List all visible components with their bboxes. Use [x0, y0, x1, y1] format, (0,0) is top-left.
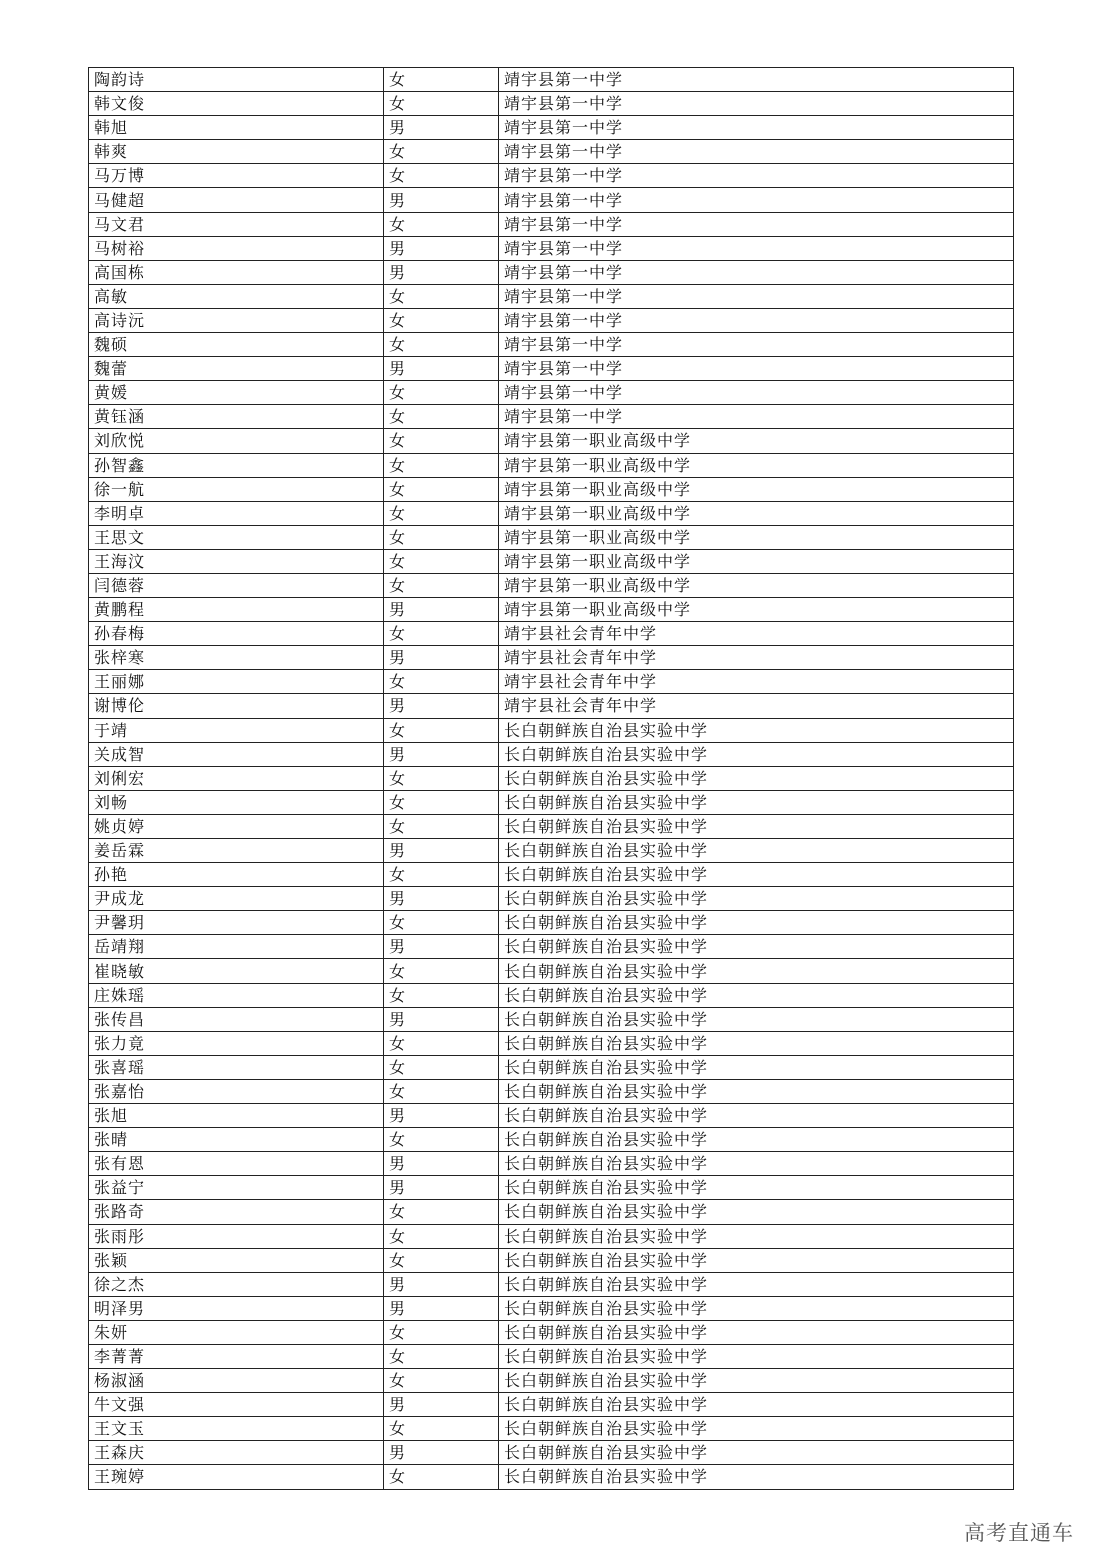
- name-cell: 高国栋: [89, 260, 384, 284]
- table-row: [89, 284, 1014, 308]
- school-cell: 靖宇县第一职业高级中学: [499, 429, 1014, 453]
- school-cell: 长白朝鲜族自治县实验中学: [499, 718, 1014, 742]
- name-cell: 张力竟: [89, 1031, 384, 1055]
- gender-cell: 男: [384, 742, 499, 766]
- table-row: [89, 718, 1014, 742]
- table-row: [89, 983, 1014, 1007]
- gender-cell: 女: [384, 1128, 499, 1152]
- gender-cell: 女: [384, 549, 499, 573]
- gender-cell: 女: [384, 453, 499, 477]
- gender-cell: 女: [384, 501, 499, 525]
- name-cell: 魏蕾: [89, 357, 384, 381]
- table-row: [89, 381, 1014, 405]
- gender-cell: 男: [384, 1176, 499, 1200]
- name-cell: 张有恩: [89, 1152, 384, 1176]
- table-row: [89, 1176, 1014, 1200]
- school-cell: 长白朝鲜族自治县实验中学: [499, 1296, 1014, 1320]
- table-row: [89, 164, 1014, 188]
- table-row: [89, 1369, 1014, 1393]
- name-cell: 孙智鑫: [89, 453, 384, 477]
- table-row: [89, 670, 1014, 694]
- table-row: [89, 1224, 1014, 1248]
- table-row: [89, 116, 1014, 140]
- name-cell: 马健超: [89, 188, 384, 212]
- school-cell: 长白朝鲜族自治县实验中学: [499, 742, 1014, 766]
- gender-cell: 女: [384, 1417, 499, 1441]
- name-cell: 刘欣悦: [89, 429, 384, 453]
- name-cell: 马文君: [89, 212, 384, 236]
- name-cell: 王文玉: [89, 1417, 384, 1441]
- school-cell: 长白朝鲜族自治县实验中学: [499, 1104, 1014, 1128]
- name-cell: 王琬婷: [89, 1465, 384, 1489]
- gender-cell: 男: [384, 188, 499, 212]
- name-cell: 张雨彤: [89, 1224, 384, 1248]
- name-cell: 王森庆: [89, 1441, 384, 1465]
- gender-cell: 女: [384, 212, 499, 236]
- gender-cell: 女: [384, 92, 499, 116]
- name-cell: 黄媛: [89, 381, 384, 405]
- name-cell: 徐一航: [89, 477, 384, 501]
- school-cell: 长白朝鲜族自治县实验中学: [499, 814, 1014, 838]
- table-row: [89, 1320, 1014, 1344]
- name-cell: 刘俐宏: [89, 766, 384, 790]
- table-row: [89, 1393, 1014, 1417]
- school-cell: 长白朝鲜族自治县实验中学: [499, 1393, 1014, 1417]
- name-cell: 孙春梅: [89, 622, 384, 646]
- name-cell: 关成智: [89, 742, 384, 766]
- gender-cell: 男: [384, 357, 499, 381]
- gender-cell: 女: [384, 308, 499, 332]
- table-row: [89, 477, 1014, 501]
- table-row: [89, 1007, 1014, 1031]
- gender-cell: 女: [384, 405, 499, 429]
- table-row: [89, 839, 1014, 863]
- gender-cell: 女: [384, 1031, 499, 1055]
- school-cell: 长白朝鲜族自治县实验中学: [499, 1344, 1014, 1368]
- name-cell: 刘畅: [89, 790, 384, 814]
- school-cell: 长白朝鲜族自治县实验中学: [499, 1031, 1014, 1055]
- school-cell: 长白朝鲜族自治县实验中学: [499, 1248, 1014, 1272]
- school-cell: 长白朝鲜族自治县实验中学: [499, 1369, 1014, 1393]
- table-row: [89, 1296, 1014, 1320]
- gender-cell: 女: [384, 1320, 499, 1344]
- name-cell: 尹馨玥: [89, 911, 384, 935]
- gender-cell: 女: [384, 68, 499, 92]
- name-cell: 张颖: [89, 1248, 384, 1272]
- table-row: [89, 68, 1014, 92]
- gender-cell: 女: [384, 911, 499, 935]
- school-cell: 靖宇县社会青年中学: [499, 694, 1014, 718]
- table-row: [89, 1465, 1014, 1489]
- school-cell: 长白朝鲜族自治县实验中学: [499, 790, 1014, 814]
- table-row: [89, 646, 1014, 670]
- school-cell: 长白朝鲜族自治县实验中学: [499, 1224, 1014, 1248]
- school-cell: 靖宇县第一中学: [499, 212, 1014, 236]
- gender-cell: 女: [384, 140, 499, 164]
- school-cell: 靖宇县第一中学: [499, 164, 1014, 188]
- student-list-body: [89, 68, 1014, 1490]
- gender-cell: 女: [384, 766, 499, 790]
- school-cell: 靖宇县第一中学: [499, 92, 1014, 116]
- name-cell: 谢博伦: [89, 694, 384, 718]
- gender-cell: 女: [384, 1055, 499, 1079]
- school-cell: 长白朝鲜族自治县实验中学: [499, 1128, 1014, 1152]
- table-row: [89, 549, 1014, 573]
- gender-cell: 女: [384, 1369, 499, 1393]
- gender-cell: 男: [384, 1296, 499, 1320]
- watermark-text: 高考直通车: [964, 1521, 1074, 1545]
- table-row: [89, 260, 1014, 284]
- table-row: [89, 790, 1014, 814]
- table-row: [89, 1272, 1014, 1296]
- name-cell: 王思文: [89, 525, 384, 549]
- school-cell: 长白朝鲜族自治县实验中学: [499, 911, 1014, 935]
- table-row: [89, 1055, 1014, 1079]
- school-cell: 靖宇县第一中学: [499, 140, 1014, 164]
- gender-cell: 女: [384, 670, 499, 694]
- school-cell: 长白朝鲜族自治县实验中学: [499, 839, 1014, 863]
- table-row: [89, 1417, 1014, 1441]
- school-cell: 靖宇县第一中学: [499, 260, 1014, 284]
- table-row: [89, 525, 1014, 549]
- table-row: [89, 1248, 1014, 1272]
- gender-cell: 女: [384, 1248, 499, 1272]
- gender-cell: 男: [384, 1007, 499, 1031]
- table-row: [89, 694, 1014, 718]
- name-cell: 高敏: [89, 284, 384, 308]
- gender-cell: 女: [384, 284, 499, 308]
- gender-cell: 男: [384, 646, 499, 670]
- school-cell: 靖宇县第一中学: [499, 68, 1014, 92]
- table-row: [89, 405, 1014, 429]
- school-cell: 靖宇县第一职业高级中学: [499, 453, 1014, 477]
- table-row: [89, 1104, 1014, 1128]
- name-cell: 朱妍: [89, 1320, 384, 1344]
- table-row: [89, 887, 1014, 911]
- table-row: [89, 1079, 1014, 1103]
- school-cell: 靖宇县第一中学: [499, 357, 1014, 381]
- table-row: [89, 212, 1014, 236]
- gender-cell: 男: [384, 260, 499, 284]
- table-row: [89, 1152, 1014, 1176]
- gender-cell: 女: [384, 959, 499, 983]
- school-cell: 靖宇县第一中学: [499, 116, 1014, 140]
- gender-cell: 女: [384, 1344, 499, 1368]
- table-row: [89, 357, 1014, 381]
- name-cell: 黄钰涵: [89, 405, 384, 429]
- name-cell: 张晴: [89, 1128, 384, 1152]
- name-cell: 庄姝瑶: [89, 983, 384, 1007]
- school-cell: 长白朝鲜族自治县实验中学: [499, 983, 1014, 1007]
- name-cell: 韩爽: [89, 140, 384, 164]
- name-cell: 尹成龙: [89, 887, 384, 911]
- gender-cell: 女: [384, 525, 499, 549]
- name-cell: 张梓寒: [89, 646, 384, 670]
- school-cell: 长白朝鲜族自治县实验中学: [499, 935, 1014, 959]
- school-cell: 长白朝鲜族自治县实验中学: [499, 1055, 1014, 1079]
- name-cell: 姚贞婷: [89, 814, 384, 838]
- school-cell: 长白朝鲜族自治县实验中学: [499, 1079, 1014, 1103]
- name-cell: 张旭: [89, 1104, 384, 1128]
- gender-cell: 男: [384, 1441, 499, 1465]
- name-cell: 李菁菁: [89, 1344, 384, 1368]
- table-row: [89, 1031, 1014, 1055]
- school-cell: 长白朝鲜族自治县实验中学: [499, 766, 1014, 790]
- school-cell: 长白朝鲜族自治县实验中学: [499, 1441, 1014, 1465]
- gender-cell: 男: [384, 839, 499, 863]
- school-cell: 长白朝鲜族自治县实验中学: [499, 1417, 1014, 1441]
- school-cell: 长白朝鲜族自治县实验中学: [499, 959, 1014, 983]
- name-cell: 姜岳霖: [89, 839, 384, 863]
- gender-cell: 女: [384, 863, 499, 887]
- table-row: [89, 188, 1014, 212]
- school-cell: 靖宇县第一职业高级中学: [499, 573, 1014, 597]
- name-cell: 徐之杰: [89, 1272, 384, 1296]
- table-row: [89, 598, 1014, 622]
- name-cell: 孙艳: [89, 863, 384, 887]
- school-cell: 长白朝鲜族自治县实验中学: [499, 1007, 1014, 1031]
- school-cell: 长白朝鲜族自治县实验中学: [499, 1272, 1014, 1296]
- name-cell: 魏硕: [89, 333, 384, 357]
- name-cell: 崔晓敏: [89, 959, 384, 983]
- name-cell: 闫德蓉: [89, 573, 384, 597]
- name-cell: 杨淑涵: [89, 1369, 384, 1393]
- gender-cell: 女: [384, 429, 499, 453]
- school-cell: 靖宇县第一中学: [499, 188, 1014, 212]
- school-cell: 长白朝鲜族自治县实验中学: [499, 887, 1014, 911]
- school-cell: 靖宇县社会青年中学: [499, 622, 1014, 646]
- gender-cell: 男: [384, 1393, 499, 1417]
- name-cell: 张嘉怡: [89, 1079, 384, 1103]
- name-cell: 韩文俊: [89, 92, 384, 116]
- gender-cell: 女: [384, 1079, 499, 1103]
- gender-cell: 女: [384, 381, 499, 405]
- gender-cell: 男: [384, 694, 499, 718]
- table-row: [89, 863, 1014, 887]
- table-row: [89, 140, 1014, 164]
- name-cell: 马万博: [89, 164, 384, 188]
- gender-cell: 女: [384, 622, 499, 646]
- gender-cell: 男: [384, 598, 499, 622]
- school-cell: 靖宇县第一中学: [499, 236, 1014, 260]
- gender-cell: 女: [384, 573, 499, 597]
- name-cell: 陶韵诗: [89, 68, 384, 92]
- gender-cell: 女: [384, 477, 499, 501]
- gender-cell: 男: [384, 1104, 499, 1128]
- gender-cell: 女: [384, 983, 499, 1007]
- name-cell: 张路奇: [89, 1200, 384, 1224]
- table-row: [89, 308, 1014, 332]
- gender-cell: 女: [384, 790, 499, 814]
- gender-cell: 女: [384, 1200, 499, 1224]
- gender-cell: 男: [384, 1152, 499, 1176]
- gender-cell: 男: [384, 116, 499, 140]
- table-row: [89, 935, 1014, 959]
- name-cell: 张喜瑶: [89, 1055, 384, 1079]
- school-cell: 靖宇县社会青年中学: [499, 646, 1014, 670]
- gender-cell: 男: [384, 935, 499, 959]
- school-cell: 靖宇县第一职业高级中学: [499, 501, 1014, 525]
- table-row: [89, 1441, 1014, 1465]
- school-cell: 长白朝鲜族自治县实验中学: [499, 1152, 1014, 1176]
- school-cell: 长白朝鲜族自治县实验中学: [499, 1465, 1014, 1489]
- school-cell: 靖宇县第一中学: [499, 381, 1014, 405]
- name-cell: 牛文强: [89, 1393, 384, 1417]
- table-row: [89, 959, 1014, 983]
- school-cell: 靖宇县第一中学: [499, 284, 1014, 308]
- name-cell: 于靖: [89, 718, 384, 742]
- school-cell: 靖宇县社会青年中学: [499, 670, 1014, 694]
- name-cell: 韩旭: [89, 116, 384, 140]
- school-cell: 靖宇县第一中学: [499, 333, 1014, 357]
- gender-cell: 女: [384, 1224, 499, 1248]
- school-cell: 靖宇县第一职业高级中学: [499, 525, 1014, 549]
- gender-cell: 女: [384, 814, 499, 838]
- school-cell: 靖宇县第一中学: [499, 308, 1014, 332]
- table-row: [89, 573, 1014, 597]
- gender-cell: 男: [384, 887, 499, 911]
- school-cell: 靖宇县第一中学: [499, 405, 1014, 429]
- school-cell: 长白朝鲜族自治县实验中学: [499, 1176, 1014, 1200]
- school-cell: 靖宇县第一职业高级中学: [499, 549, 1014, 573]
- school-cell: 长白朝鲜族自治县实验中学: [499, 1320, 1014, 1344]
- name-cell: 黄鹏程: [89, 598, 384, 622]
- table-row: [89, 814, 1014, 838]
- table-row: [89, 1200, 1014, 1224]
- name-cell: 张益宁: [89, 1176, 384, 1200]
- table-row: [89, 766, 1014, 790]
- school-cell: 靖宇县第一职业高级中学: [499, 598, 1014, 622]
- name-cell: 明泽男: [89, 1296, 384, 1320]
- table-row: [89, 501, 1014, 525]
- gender-cell: 女: [384, 1465, 499, 1489]
- gender-cell: 女: [384, 333, 499, 357]
- gender-cell: 男: [384, 236, 499, 260]
- name-cell: 王丽娜: [89, 670, 384, 694]
- table-row: [89, 1128, 1014, 1152]
- name-cell: 张传昌: [89, 1007, 384, 1031]
- name-cell: 王海汶: [89, 549, 384, 573]
- name-cell: 李明卓: [89, 501, 384, 525]
- table-row: [89, 333, 1014, 357]
- name-cell: 高诗沅: [89, 308, 384, 332]
- table-row: [89, 453, 1014, 477]
- school-cell: 长白朝鲜族自治县实验中学: [499, 1200, 1014, 1224]
- table-row: [89, 429, 1014, 453]
- name-cell: 岳靖翔: [89, 935, 384, 959]
- gender-cell: 女: [384, 718, 499, 742]
- table-row: [89, 236, 1014, 260]
- name-cell: 马树裕: [89, 236, 384, 260]
- table-row: [89, 1344, 1014, 1368]
- table-row: [89, 622, 1014, 646]
- table-row: [89, 911, 1014, 935]
- school-cell: 长白朝鲜族自治县实验中学: [499, 863, 1014, 887]
- school-cell: 靖宇县第一职业高级中学: [499, 477, 1014, 501]
- table-row: [89, 742, 1014, 766]
- gender-cell: 女: [384, 164, 499, 188]
- table-row: [89, 92, 1014, 116]
- student-list-table: [88, 67, 1014, 1490]
- gender-cell: 男: [384, 1272, 499, 1296]
